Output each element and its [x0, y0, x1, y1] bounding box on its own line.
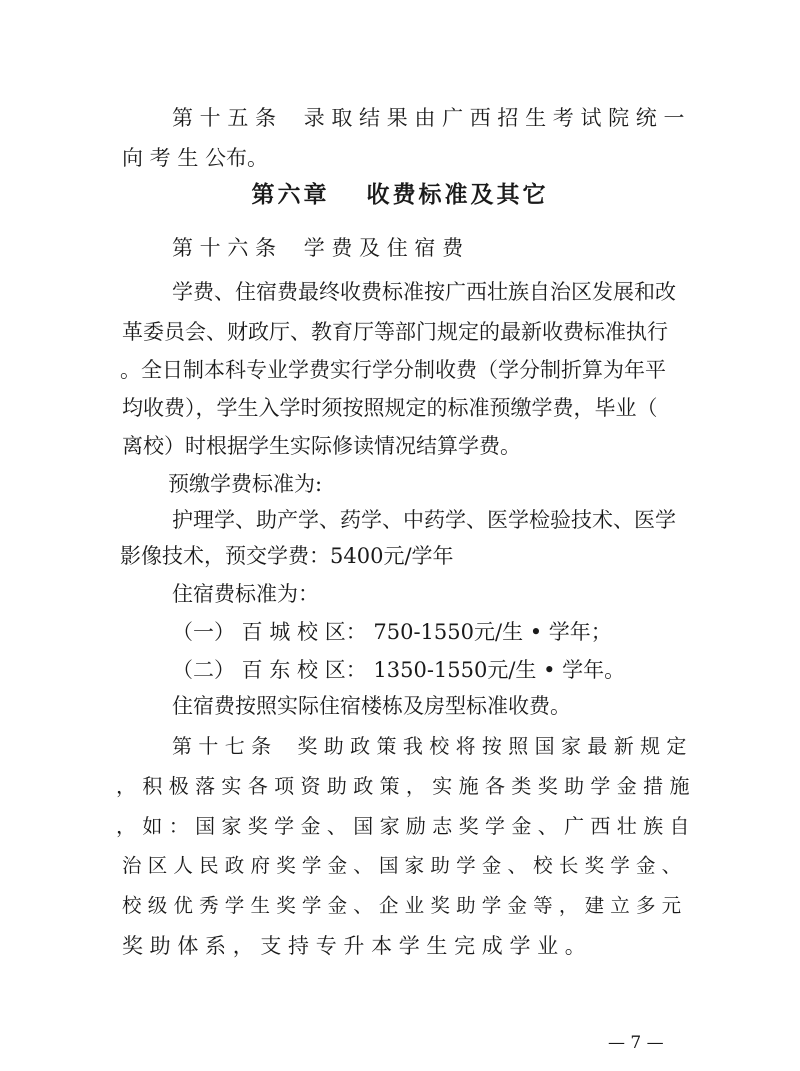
- prepaid-fee-label: 预缴学费标准为:: [168, 472, 323, 496]
- campus-fee-line: （一） 百 城 校 区： 750-1550元/生 • 学年；: [172, 620, 612, 644]
- paragraph-line: 住宿费按照实际住宿楼栋及房型标准收费。: [172, 694, 571, 718]
- paragraph-line: 学费、住宿费最终收费标准按广西壮族自治区发展和改: [172, 280, 676, 304]
- paragraph-line: 治 区 人 民 政 府 奖 学 金 、 国 家 助 学 金 、 校 长 奖 学 金 、: [122, 854, 682, 877]
- accommodation-fee-label: 住宿费标准为：: [172, 582, 319, 606]
- article-15-line-2: 向 考 生 公布。: [122, 146, 269, 170]
- chapter-heading: 第六章 收费标准及其它: [251, 182, 549, 208]
- prepaid-fee-line: 影像技术，预交学费：5400元/学年: [120, 544, 454, 568]
- page-number: — 7 —: [608, 1033, 664, 1053]
- paragraph-line: ， 积 极 落 实 各 项 资 助 政 策 ， 实 施 各 类 奖 助 学 金 措 施: [116, 774, 690, 798]
- paragraph-line: 奖 助 体 系 ， 支 持 专 升 本 学 生 完 成 学 业 。: [122, 934, 586, 958]
- paragraph-line: ， 如 ： 国 家 奖 学 金 、 国 家 励 志 奖 学 金 、 广 西 壮 族 自: [116, 814, 690, 838]
- article-16-heading: 第 十 六 条 学 费 及 住 宿 费: [172, 236, 464, 260]
- article-17-line: 第 十 七 条 奖 助 政 策 我 校 将 按 照 国 家 最 新 规 定: [172, 734, 687, 758]
- paragraph-line: 护理学、助产学、药学、中药学、医学检验技术、医学: [172, 508, 676, 532]
- paragraph-line: 革委员会、财政厅、教育厅等部门规定的最新收费标准执行: [122, 320, 668, 344]
- article-15-line-1: 第 十 五 条 录 取 结 果 由 广 西 招 生 考 试 院 统 一: [172, 106, 685, 130]
- paragraph-line: 离校）时根据学生实际修读情况结算学费。: [122, 434, 521, 458]
- paragraph-line: 。全日制本科专业学费实行学分制收费（学分制折算为年平: [120, 358, 666, 382]
- paragraph-line: 均收费），学生入学时须按照规定的标准预缴学费，毕业（: [122, 396, 658, 420]
- campus-fee-line: （二） 百 东 校 区： 1350-1550元/生 • 学年。: [172, 658, 626, 682]
- paragraph-line: 校 级 优 秀 学 生 奖 学 金 、 企 业 奖 助 学 金 等 ， 建 立 多 元: [122, 894, 682, 917]
